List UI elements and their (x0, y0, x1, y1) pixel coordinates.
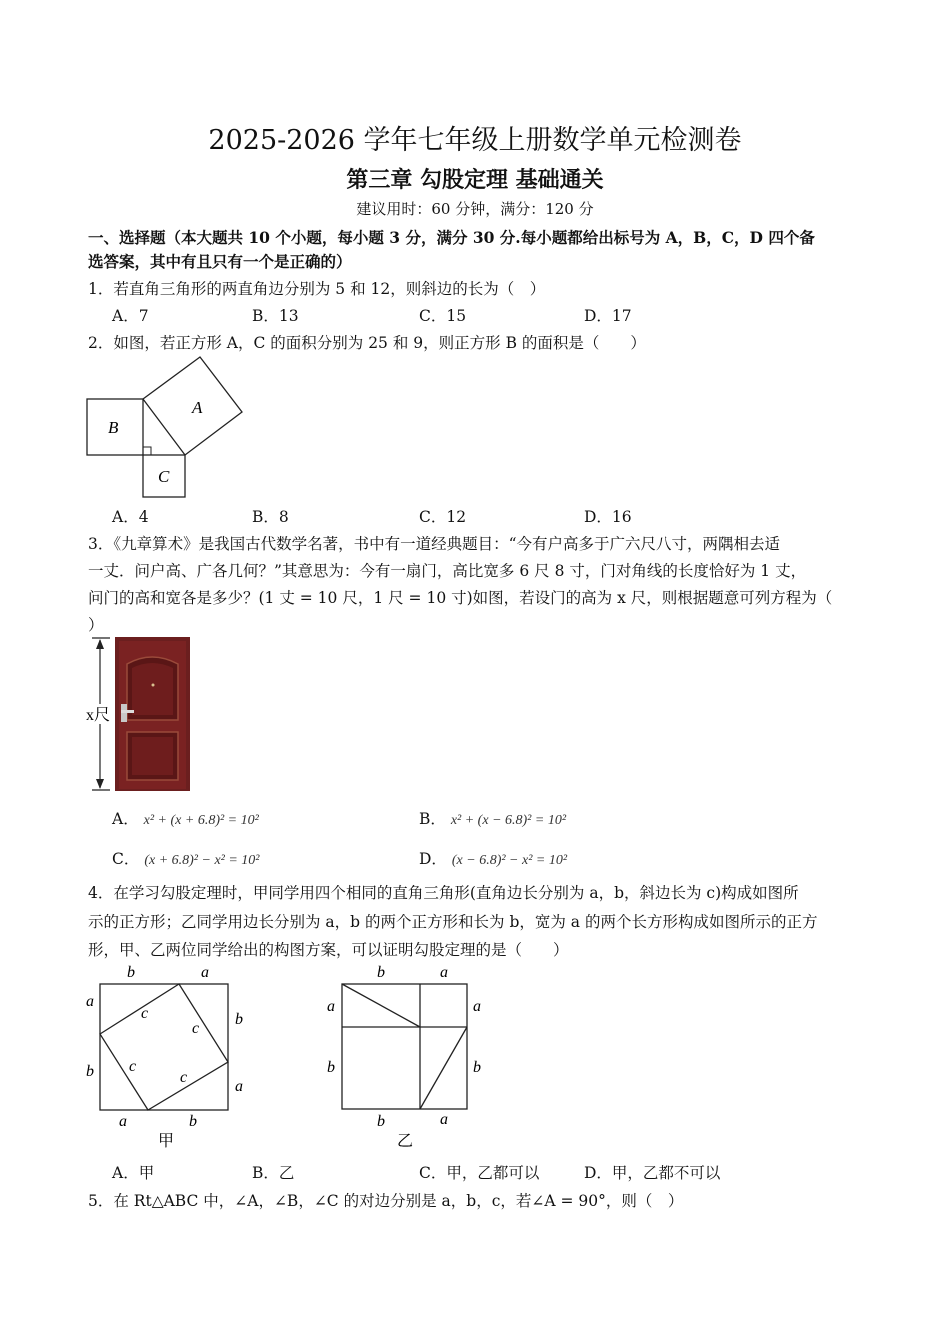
q1-option-c: C．15 (419, 307, 467, 325)
jia-outer-square (100, 984, 228, 1110)
jia-bottom-b: b (189, 1113, 197, 1130)
yi-left-a: a (327, 998, 335, 1015)
yi-top-a: a (440, 964, 448, 981)
yi-bottom-b: b (377, 1113, 385, 1130)
page-title: 2025-2026 学年七年级上册数学单元检测卷 (208, 125, 742, 156)
q2-squares-figure (80, 352, 260, 502)
q2-option-a: A．4 (112, 508, 149, 526)
page-subtitle: 第三章 勾股定理 基础通关 (346, 167, 604, 193)
yi-outer-square (342, 984, 467, 1109)
jia-c-1: c (141, 1005, 149, 1022)
jia-c-3: c (129, 1058, 137, 1075)
q1-option-d: D．17 (584, 307, 632, 325)
question-5-text: 5．在 Rt△ABC 中，∠A，∠B，∠C 的对边分别是 a，b，c，若∠A = 90°，则（ ） (88, 1192, 684, 1210)
q4-figure-yi (320, 960, 500, 1152)
door-height-label: x尺 (86, 707, 111, 724)
q4-option-c: C．甲，乙都可以 (419, 1164, 540, 1182)
yi-right-a: a (473, 998, 481, 1015)
q3-option-b (419, 807, 566, 829)
q1-option-b: B．13 (252, 307, 299, 325)
label-b: B (108, 418, 119, 437)
question-4-line3: 形，甲、乙两位同学给出的构图方案，可以证明勾股定理的是（ ） (88, 941, 569, 959)
q3-option-c (112, 847, 260, 869)
yi-diagonal-1 (342, 984, 420, 1027)
q3-option-c-equation: (x + 6.8)² − x² = 10² (144, 853, 260, 868)
q1-option-a: A．7 (112, 307, 149, 325)
q4-option-b: B．乙 (252, 1164, 295, 1182)
question-4-line1: 4．在学习勾股定理时，甲同学用四个相同的直角三角形(直角边长分别为 a，b，斜边长为 c)构成如图所 (88, 884, 799, 902)
question-3-line2: 一丈．问户高、广各几何？”其意思为：今有一扇门，高比宽多 6 尺 8 寸，门对角线的长度恰好为 1 丈， (88, 562, 807, 580)
q3-option-a (112, 807, 259, 829)
yi-caption: 乙 (397, 1133, 414, 1150)
arrow-down-icon (96, 779, 104, 789)
q2-option-b: B．8 (252, 508, 289, 526)
question-3-line4: ） (88, 616, 104, 634)
q4-option-a: A．甲 (112, 1164, 155, 1182)
question-3-line1: 3．《九章算术》是我国古代数学名著，书中有一道经典题目：“今有户高多于广六尺八寸，两隅相去适 (88, 535, 781, 553)
q3-door-figure (84, 634, 194, 794)
jia-inner-square (100, 984, 228, 1110)
q2-option-d: D．16 (584, 508, 632, 526)
q2-option-c: C．12 (419, 508, 467, 526)
q3-option-b-equation: x² + (x − 6.8)² = 10² (450, 813, 567, 828)
right-angle-mark (143, 447, 151, 455)
yi-left-b: b (327, 1059, 335, 1076)
yi-bottom-a: a (440, 1111, 448, 1128)
q4-figure-jia (80, 960, 260, 1152)
jia-top-b: b (127, 964, 135, 981)
jia-top-a: a (201, 964, 209, 981)
question-3-line3: 问门的高和宽各是多少？(1 丈 = 10 尺，1 尺 = 10 寸)如图，若设门的高为 x 尺，则根据题意可列方程为（ (88, 589, 833, 607)
time-info: 建议用时：60 分钟，满分：120 分 (356, 200, 594, 218)
jia-right-a: a (235, 1078, 243, 1095)
section-heading-line2: 选答案，其中有且只有一个是正确的） (88, 252, 352, 271)
yi-diagonal-2 (420, 1027, 467, 1109)
arrow-up-icon (96, 639, 104, 649)
q3-option-a-equation: x² + (x + 6.8)² = 10² (143, 813, 259, 828)
q3-option-a-label: A． (112, 810, 139, 828)
door-image (115, 637, 190, 791)
jia-caption: 甲 (158, 1133, 175, 1150)
jia-left-b: b (86, 1063, 94, 1080)
jia-bottom-a: a (119, 1113, 127, 1130)
q4-option-d: D．甲，乙都不可以 (584, 1164, 721, 1182)
q3-option-d (419, 847, 567, 869)
jia-left-a: a (86, 993, 94, 1010)
jia-c-4: c (180, 1069, 188, 1086)
question-4-line2: 示的正方形；乙同学用边长分别为 a，b 的两个正方形和长为 b，宽为 a 的两个长方形构成如图所示的正方 (88, 913, 818, 931)
label-c: C (158, 467, 170, 486)
q3-option-d-label: D． (419, 850, 447, 868)
question-1-text: 1．若直角三角形的两直角边分别为 5 和 12，则斜边的长为（ ） (88, 280, 546, 298)
q3-option-b-label: B． (419, 810, 446, 828)
label-a: A (192, 398, 203, 417)
question-2-text: 2．如图，若正方形 A，C 的面积分别为 25 和 9，则正方形 B 的面积是（ ） (88, 334, 646, 352)
q3-option-d-equation: (x − 6.8)² − x² = 10² (451, 853, 568, 868)
jia-c-2: c (192, 1020, 200, 1037)
yi-right-b: b (473, 1059, 481, 1076)
yi-top-b: b (377, 964, 385, 981)
section-heading-line1: 一、选择题（本大题共 10 个小题，每小题 3 分，满分 30 分.每小题都给出标号为 A，B，C，D 四个备 (88, 228, 815, 247)
jia-right-b: b (235, 1011, 243, 1028)
q3-option-c-label: C． (112, 850, 140, 868)
